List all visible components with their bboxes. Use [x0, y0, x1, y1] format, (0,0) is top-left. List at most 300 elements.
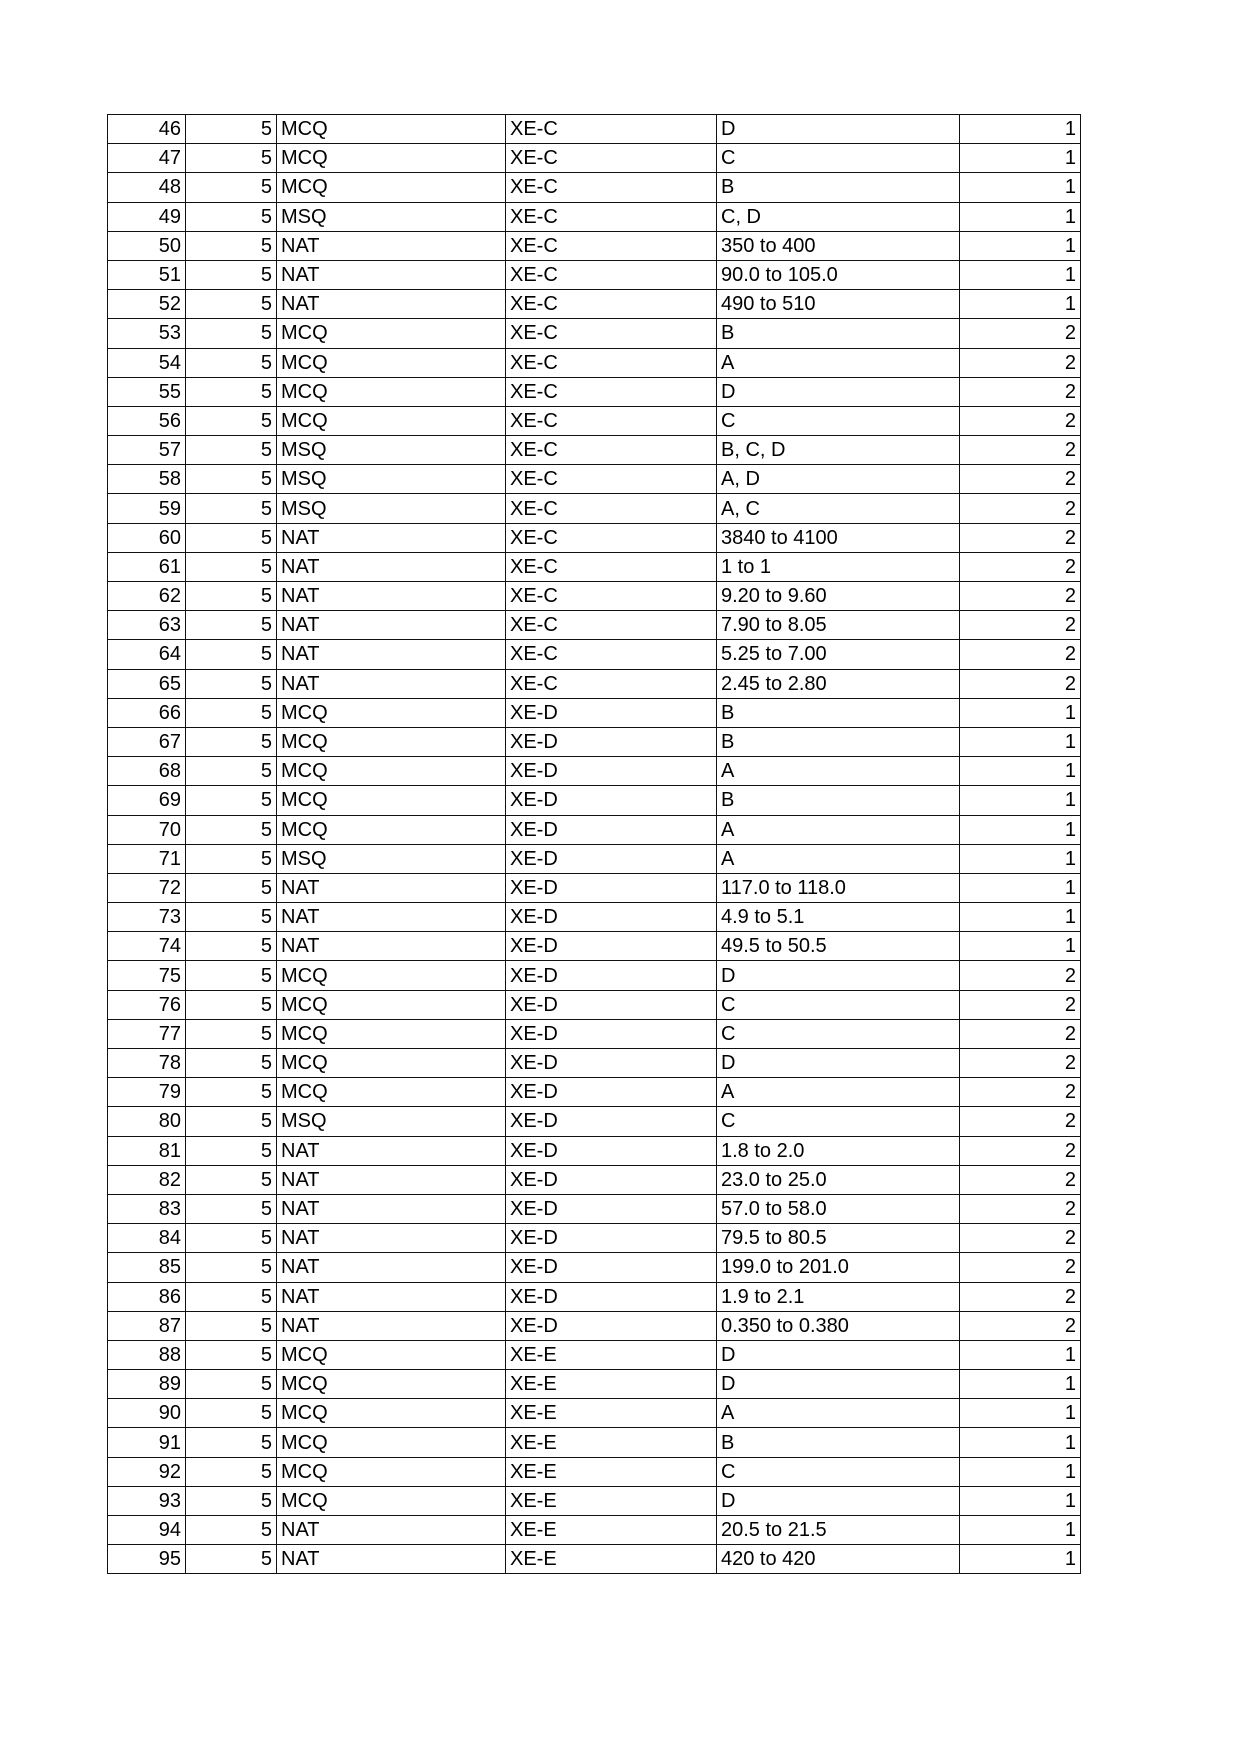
question-number-cell: 52 [108, 290, 186, 319]
question-number-cell: 58 [108, 465, 186, 494]
table-row [108, 669, 1081, 698]
section-cell: XE-E [506, 1340, 717, 1369]
session-cell: 5 [186, 757, 277, 786]
table-row [108, 903, 1081, 932]
question-type-cell: NAT [277, 552, 506, 581]
marks-cell: 2 [960, 377, 1081, 406]
answer-key-cell: 350 to 400 [717, 231, 960, 260]
session-cell: 5 [186, 173, 277, 202]
question-type-cell: MCQ [277, 348, 506, 377]
marks-cell: 1 [960, 173, 1081, 202]
section-cell: XE-D [506, 961, 717, 990]
section-cell: XE-C [506, 173, 717, 202]
answer-key-cell: A [717, 844, 960, 873]
question-type-cell: NAT [277, 1165, 506, 1194]
marks-cell: 2 [960, 582, 1081, 611]
question-number-cell: 59 [108, 494, 186, 523]
table-row [108, 1078, 1081, 1107]
question-number-cell: 80 [108, 1107, 186, 1136]
section-cell: XE-E [506, 1428, 717, 1457]
marks-cell: 2 [960, 1019, 1081, 1048]
answer-key-cell: D [717, 377, 960, 406]
marks-cell: 1 [960, 1370, 1081, 1399]
session-cell: 5 [186, 348, 277, 377]
marks-cell: 2 [960, 669, 1081, 698]
marks-cell: 1 [960, 1516, 1081, 1545]
section-cell: XE-C [506, 494, 717, 523]
question-type-cell: NAT [277, 1224, 506, 1253]
question-number-cell: 65 [108, 669, 186, 698]
table-row [108, 961, 1081, 990]
answer-key-cell: A, C [717, 494, 960, 523]
answer-key-cell: 2.45 to 2.80 [717, 669, 960, 698]
answer-key-cell: B, C, D [717, 436, 960, 465]
marks-cell: 1 [960, 1545, 1081, 1574]
session-cell: 5 [186, 406, 277, 435]
question-type-cell: NAT [277, 1545, 506, 1574]
question-number-cell: 53 [108, 319, 186, 348]
section-cell: XE-C [506, 640, 717, 669]
marks-cell: 1 [960, 202, 1081, 231]
question-number-cell: 75 [108, 961, 186, 990]
question-number-cell: 46 [108, 115, 186, 144]
section-cell: XE-E [506, 1486, 717, 1515]
session-cell: 5 [186, 1165, 277, 1194]
question-number-cell: 71 [108, 844, 186, 873]
section-cell: XE-C [506, 348, 717, 377]
section-cell: XE-C [506, 377, 717, 406]
question-type-cell: MCQ [277, 961, 506, 990]
question-type-cell: NAT [277, 611, 506, 640]
section-cell: XE-D [506, 1311, 717, 1340]
answer-key-cell: 490 to 510 [717, 290, 960, 319]
question-number-cell: 76 [108, 990, 186, 1019]
answer-key-cell: C [717, 1457, 960, 1486]
question-number-cell: 81 [108, 1136, 186, 1165]
section-cell: XE-D [506, 1136, 717, 1165]
marks-cell: 2 [960, 1224, 1081, 1253]
question-type-cell: NAT [277, 932, 506, 961]
marks-cell: 1 [960, 786, 1081, 815]
marks-cell: 2 [960, 1107, 1081, 1136]
session-cell: 5 [186, 494, 277, 523]
section-cell: XE-C [506, 231, 717, 260]
section-cell: XE-D [506, 1224, 717, 1253]
question-type-cell: MCQ [277, 1340, 506, 1369]
session-cell: 5 [186, 523, 277, 552]
section-cell: XE-C [506, 144, 717, 173]
section-cell: XE-C [506, 115, 717, 144]
table-row [108, 260, 1081, 289]
answer-key-cell: 1.8 to 2.0 [717, 1136, 960, 1165]
session-cell: 5 [186, 786, 277, 815]
marks-cell: 1 [960, 844, 1081, 873]
section-cell: XE-E [506, 1370, 717, 1399]
question-type-cell: MCQ [277, 115, 506, 144]
table-row [108, 348, 1081, 377]
session-cell: 5 [186, 669, 277, 698]
table-row [108, 290, 1081, 319]
session-cell: 5 [186, 1370, 277, 1399]
answer-key-table [107, 114, 1081, 1574]
table-row [108, 844, 1081, 873]
table-row [108, 465, 1081, 494]
section-cell: XE-C [506, 611, 717, 640]
table-row [108, 552, 1081, 581]
question-number-cell: 48 [108, 173, 186, 202]
table-row [108, 173, 1081, 202]
answer-key-cell: 90.0 to 105.0 [717, 260, 960, 289]
session-cell: 5 [186, 640, 277, 669]
answer-key-cell: 1 to 1 [717, 552, 960, 581]
question-number-cell: 63 [108, 611, 186, 640]
question-type-cell: NAT [277, 582, 506, 611]
question-type-cell: NAT [277, 290, 506, 319]
question-number-cell: 49 [108, 202, 186, 231]
answer-key-cell: D [717, 1049, 960, 1078]
question-number-cell: 69 [108, 786, 186, 815]
marks-cell: 1 [960, 1399, 1081, 1428]
question-type-cell: MCQ [277, 1370, 506, 1399]
answer-key-cell: B [717, 173, 960, 202]
question-number-cell: 73 [108, 903, 186, 932]
question-number-cell: 68 [108, 757, 186, 786]
answer-key-cell: 7.90 to 8.05 [717, 611, 960, 640]
table-row [108, 202, 1081, 231]
question-number-cell: 50 [108, 231, 186, 260]
marks-cell: 1 [960, 873, 1081, 902]
question-type-cell: NAT [277, 231, 506, 260]
question-type-cell: MSQ [277, 494, 506, 523]
question-type-cell: MCQ [277, 377, 506, 406]
session-cell: 5 [186, 903, 277, 932]
marks-cell: 1 [960, 144, 1081, 173]
section-cell: XE-D [506, 990, 717, 1019]
section-cell: XE-D [506, 1078, 717, 1107]
section-cell: XE-E [506, 1545, 717, 1574]
marks-cell: 2 [960, 961, 1081, 990]
marks-cell: 1 [960, 115, 1081, 144]
question-type-cell: MCQ [277, 1457, 506, 1486]
question-type-cell: NAT [277, 669, 506, 698]
question-type-cell: MSQ [277, 436, 506, 465]
section-cell: XE-C [506, 669, 717, 698]
question-type-cell: NAT [277, 1311, 506, 1340]
session-cell: 5 [186, 582, 277, 611]
question-type-cell: MCQ [277, 1019, 506, 1048]
question-type-cell: MCQ [277, 319, 506, 348]
table-row [108, 1019, 1081, 1048]
question-number-cell: 57 [108, 436, 186, 465]
session-cell: 5 [186, 1457, 277, 1486]
question-type-cell: MCQ [277, 727, 506, 756]
session-cell: 5 [186, 990, 277, 1019]
table-row [108, 406, 1081, 435]
section-cell: XE-C [506, 202, 717, 231]
answer-key-cell: A [717, 1399, 960, 1428]
question-number-cell: 56 [108, 406, 186, 435]
answer-key-cell: 420 to 420 [717, 1545, 960, 1574]
marks-cell: 1 [960, 815, 1081, 844]
session-cell: 5 [186, 1486, 277, 1515]
session-cell: 5 [186, 1516, 277, 1545]
session-cell: 5 [186, 932, 277, 961]
answer-key-cell: 5.25 to 7.00 [717, 640, 960, 669]
question-type-cell: NAT [277, 1282, 506, 1311]
table-row [108, 640, 1081, 669]
marks-cell: 2 [960, 436, 1081, 465]
table-row [108, 115, 1081, 144]
table-row [108, 1224, 1081, 1253]
marks-cell: 2 [960, 640, 1081, 669]
marks-cell: 2 [960, 523, 1081, 552]
marks-cell: 1 [960, 727, 1081, 756]
table-row [108, 1428, 1081, 1457]
session-cell: 5 [186, 1078, 277, 1107]
section-cell: XE-D [506, 1253, 717, 1282]
question-number-cell: 89 [108, 1370, 186, 1399]
section-cell: XE-D [506, 932, 717, 961]
question-number-cell: 77 [108, 1019, 186, 1048]
marks-cell: 1 [960, 757, 1081, 786]
session-cell: 5 [186, 1049, 277, 1078]
section-cell: XE-D [506, 873, 717, 902]
answer-key-cell: C [717, 1019, 960, 1048]
answer-key-cell: C [717, 1107, 960, 1136]
section-cell: XE-E [506, 1399, 717, 1428]
question-number-cell: 91 [108, 1428, 186, 1457]
session-cell: 5 [186, 1019, 277, 1048]
section-cell: XE-D [506, 727, 717, 756]
answer-key-cell: B [717, 727, 960, 756]
session-cell: 5 [186, 436, 277, 465]
table-row [108, 990, 1081, 1019]
marks-cell: 2 [960, 406, 1081, 435]
answer-key-cell: A [717, 348, 960, 377]
table-row [108, 873, 1081, 902]
answer-key-cell: B [717, 319, 960, 348]
session-cell: 5 [186, 1399, 277, 1428]
question-number-cell: 62 [108, 582, 186, 611]
marks-cell: 2 [960, 1136, 1081, 1165]
question-number-cell: 72 [108, 873, 186, 902]
question-number-cell: 54 [108, 348, 186, 377]
question-type-cell: MCQ [277, 1078, 506, 1107]
question-type-cell: MCQ [277, 173, 506, 202]
section-cell: XE-C [506, 436, 717, 465]
question-type-cell: MSQ [277, 202, 506, 231]
session-cell: 5 [186, 844, 277, 873]
question-type-cell: MCQ [277, 815, 506, 844]
table-row [108, 1049, 1081, 1078]
section-cell: XE-C [506, 582, 717, 611]
question-number-cell: 70 [108, 815, 186, 844]
session-cell: 5 [186, 1194, 277, 1223]
marks-cell: 2 [960, 319, 1081, 348]
session-cell: 5 [186, 377, 277, 406]
question-number-cell: 55 [108, 377, 186, 406]
session-cell: 5 [186, 115, 277, 144]
question-number-cell: 74 [108, 932, 186, 961]
question-number-cell: 90 [108, 1399, 186, 1428]
marks-cell: 2 [960, 1049, 1081, 1078]
question-number-cell: 67 [108, 727, 186, 756]
table-row [108, 815, 1081, 844]
question-number-cell: 82 [108, 1165, 186, 1194]
table-row [108, 786, 1081, 815]
question-number-cell: 61 [108, 552, 186, 581]
marks-cell: 1 [960, 1486, 1081, 1515]
question-number-cell: 93 [108, 1486, 186, 1515]
question-type-cell: MCQ [277, 786, 506, 815]
question-number-cell: 86 [108, 1282, 186, 1311]
question-number-cell: 87 [108, 1311, 186, 1340]
session-cell: 5 [186, 611, 277, 640]
marks-cell: 2 [960, 1253, 1081, 1282]
question-number-cell: 85 [108, 1253, 186, 1282]
table-row [108, 523, 1081, 552]
marks-cell: 2 [960, 990, 1081, 1019]
marks-cell: 1 [960, 698, 1081, 727]
table-row [108, 144, 1081, 173]
marks-cell: 2 [960, 1282, 1081, 1311]
table-row [108, 698, 1081, 727]
table-row [108, 377, 1081, 406]
table-row [108, 494, 1081, 523]
answer-key-cell: A, D [717, 465, 960, 494]
question-number-cell: 84 [108, 1224, 186, 1253]
session-cell: 5 [186, 1311, 277, 1340]
table-row [108, 1253, 1081, 1282]
section-cell: XE-E [506, 1516, 717, 1545]
question-type-cell: MSQ [277, 844, 506, 873]
answer-key-table-body [108, 115, 1081, 1574]
marks-cell: 2 [960, 1311, 1081, 1340]
question-type-cell: MCQ [277, 144, 506, 173]
question-type-cell: MCQ [277, 1399, 506, 1428]
table-row [108, 1282, 1081, 1311]
question-type-cell: NAT [277, 1516, 506, 1545]
table-row [108, 1194, 1081, 1223]
marks-cell: 1 [960, 290, 1081, 319]
answer-key-cell: 23.0 to 25.0 [717, 1165, 960, 1194]
section-cell: XE-D [506, 1049, 717, 1078]
question-number-cell: 66 [108, 698, 186, 727]
answer-key-cell: 1.9 to 2.1 [717, 1282, 960, 1311]
session-cell: 5 [186, 465, 277, 494]
answer-key-cell: 79.5 to 80.5 [717, 1224, 960, 1253]
section-cell: XE-D [506, 1282, 717, 1311]
marks-cell: 1 [960, 260, 1081, 289]
question-number-cell: 64 [108, 640, 186, 669]
table-row [108, 436, 1081, 465]
marks-cell: 1 [960, 903, 1081, 932]
question-type-cell: MCQ [277, 698, 506, 727]
question-type-cell: MCQ [277, 406, 506, 435]
table-row [108, 1370, 1081, 1399]
session-cell: 5 [186, 1340, 277, 1369]
question-number-cell: 47 [108, 144, 186, 173]
table-row [108, 1340, 1081, 1369]
table-row [108, 1311, 1081, 1340]
answer-key-cell: 4.9 to 5.1 [717, 903, 960, 932]
marks-cell: 2 [960, 1194, 1081, 1223]
table-row [108, 1136, 1081, 1165]
table-row [108, 319, 1081, 348]
marks-cell: 2 [960, 494, 1081, 523]
answer-key-cell: B [717, 698, 960, 727]
answer-key-cell: D [717, 961, 960, 990]
table-row [108, 1107, 1081, 1136]
question-type-cell: NAT [277, 873, 506, 902]
session-cell: 5 [186, 144, 277, 173]
question-type-cell: NAT [277, 1194, 506, 1223]
question-number-cell: 79 [108, 1078, 186, 1107]
answer-key-cell: 57.0 to 58.0 [717, 1194, 960, 1223]
marks-cell: 1 [960, 1457, 1081, 1486]
section-cell: XE-D [506, 1107, 717, 1136]
answer-key-cell: 3840 to 4100 [717, 523, 960, 552]
question-number-cell: 88 [108, 1340, 186, 1369]
table-row [108, 1516, 1081, 1545]
session-cell: 5 [186, 1545, 277, 1574]
table-row [108, 1165, 1081, 1194]
section-cell: XE-D [506, 815, 717, 844]
session-cell: 5 [186, 260, 277, 289]
table-row [108, 1399, 1081, 1428]
section-cell: XE-C [506, 465, 717, 494]
marks-cell: 1 [960, 932, 1081, 961]
marks-cell: 2 [960, 1165, 1081, 1194]
answer-key-cell: 49.5 to 50.5 [717, 932, 960, 961]
table-row [108, 231, 1081, 260]
marks-cell: 1 [960, 231, 1081, 260]
answer-key-cell: A [717, 757, 960, 786]
question-number-cell: 95 [108, 1545, 186, 1574]
question-type-cell: NAT [277, 1253, 506, 1282]
session-cell: 5 [186, 1282, 277, 1311]
question-number-cell: 83 [108, 1194, 186, 1223]
session-cell: 5 [186, 698, 277, 727]
question-type-cell: NAT [277, 523, 506, 552]
session-cell: 5 [186, 1253, 277, 1282]
answer-key-cell: C [717, 144, 960, 173]
answer-key-cell: A [717, 1078, 960, 1107]
question-number-cell: 60 [108, 523, 186, 552]
table-row [108, 1545, 1081, 1574]
marks-cell: 2 [960, 465, 1081, 494]
question-number-cell: 92 [108, 1457, 186, 1486]
table-row [108, 582, 1081, 611]
answer-key-cell: D [717, 1486, 960, 1515]
table-row [108, 727, 1081, 756]
answer-key-cell: 20.5 to 21.5 [717, 1516, 960, 1545]
question-type-cell: MCQ [277, 1486, 506, 1515]
question-type-cell: NAT [277, 640, 506, 669]
answer-key-cell: B [717, 1428, 960, 1457]
question-number-cell: 94 [108, 1516, 186, 1545]
session-cell: 5 [186, 961, 277, 990]
section-cell: XE-D [506, 1165, 717, 1194]
section-cell: XE-D [506, 698, 717, 727]
question-type-cell: MCQ [277, 1049, 506, 1078]
session-cell: 5 [186, 873, 277, 902]
session-cell: 5 [186, 290, 277, 319]
answer-key-cell: B [717, 786, 960, 815]
section-cell: XE-D [506, 1194, 717, 1223]
section-cell: XE-D [506, 757, 717, 786]
marks-cell: 2 [960, 611, 1081, 640]
